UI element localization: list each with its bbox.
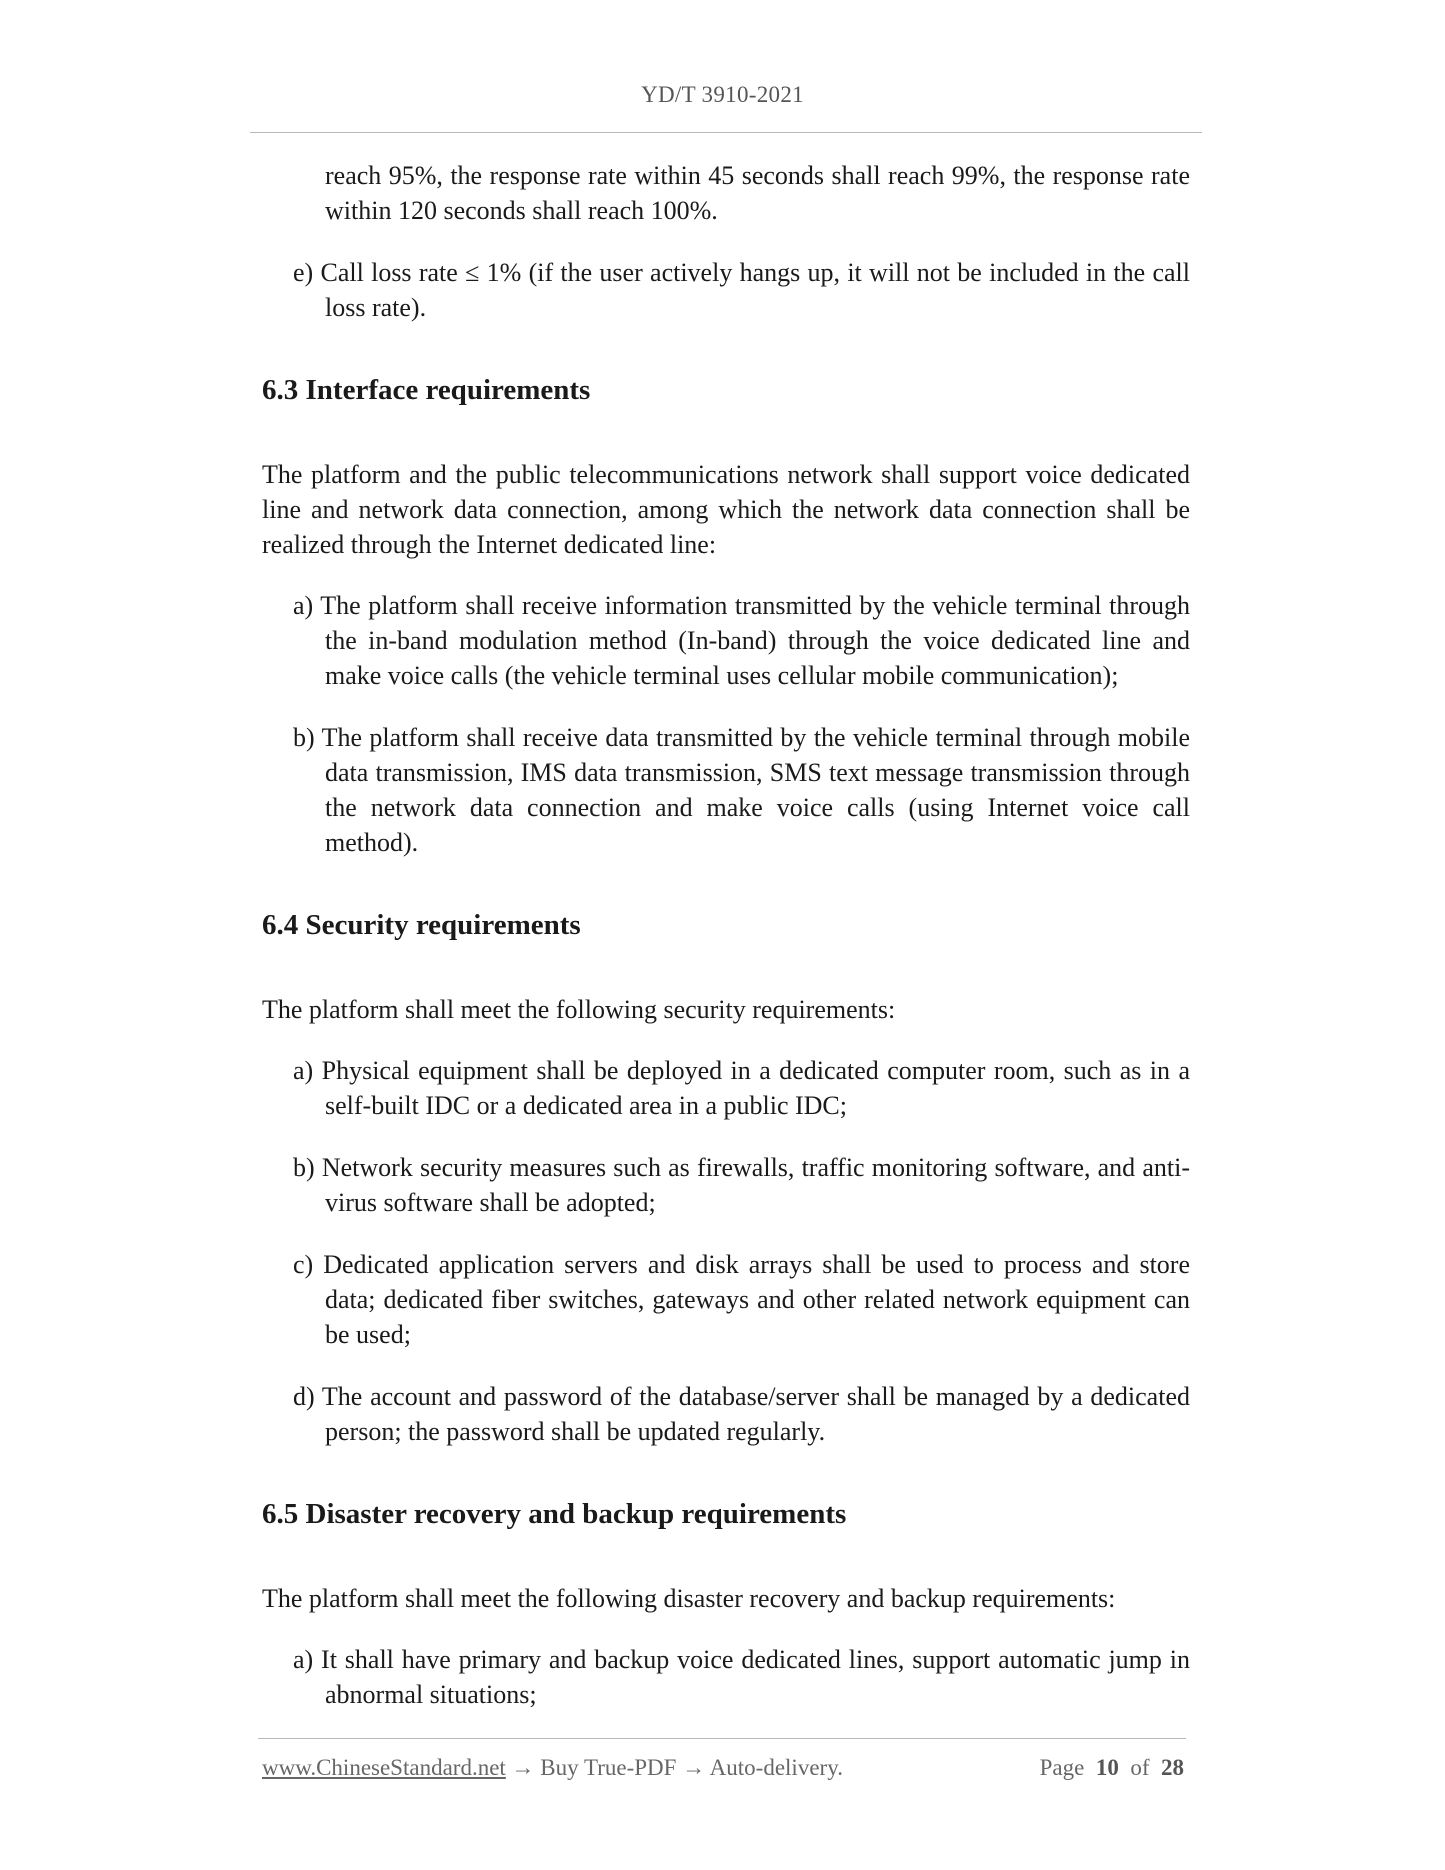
section-6-3-item-b: b) The platform shall receive data transmitted by the vehicle terminal through mobile data transmission, IMS data transmission, SMS text message transmission through the network data connection and make voice calls (using Internet voice call method).: [293, 723, 1190, 857]
page-current: 10: [1095, 1755, 1119, 1780]
buy-true-pdf-text: Buy True-PDF: [540, 1755, 677, 1780]
section-heading-6-4: 6.4 Security requirements: [262, 909, 581, 941]
section-6-4-item-b: b) Network security measures such as firewalls, traffic monitoring software, and anti-virus software shall be adopted;: [293, 1153, 1190, 1217]
header-divider: [250, 132, 1202, 133]
document-code-header: YD/T 3910-2021: [641, 82, 804, 107]
section-6-3-item-a: a) The platform shall receive information transmitted by the vehicle terminal through the in-band modulation method (In-band) through the voice dedicated line and make voice calls (the vehicle terminal uses cellular mobile communication);: [293, 591, 1190, 690]
auto-delivery-text: Auto-delivery.: [709, 1755, 843, 1780]
section-6-4-item-d: d) The account and password of the database/server shall be managed by a dedicated person; the password shall be updated regularly.: [293, 1382, 1190, 1446]
section-heading-6-3: 6.3 Interface requirements: [262, 374, 591, 406]
section-6-5-item-a: a) It shall have primary and backup voice dedicated lines, support automatic jump in abnormal situations;: [293, 1645, 1190, 1709]
page-label: Page: [1039, 1755, 1085, 1780]
page-total: 28: [1161, 1755, 1184, 1780]
section-6-4-intro: The platform shall meet the following security requirements:: [262, 995, 896, 1024]
section-6-4-item-c: c) Dedicated application servers and disk arrays shall be used to process and store data; dedicated fiber switches, gateways and other related network equipment can be used;: [293, 1250, 1190, 1349]
page-indicator: [1040, 1755, 1184, 1781]
footer-divider: [258, 1738, 1186, 1739]
section-6-3-intro: The platform and the public telecommunications network shall support voice dedicated line and network data connection, among which the network data connection shall be realized through the Internet dedicated line:: [262, 460, 1190, 559]
section-heading-6-5: 6.5 Disaster recovery and backup requirements: [262, 1498, 847, 1530]
section-6-4-item-a: a) Physical equipment shall be deployed in a dedicated computer room, such as in a self-built IDC or a dedicated area in a public IDC;: [293, 1056, 1190, 1120]
section-6-5-intro: The platform shall meet the following disaster recovery and backup requirements:: [262, 1584, 1116, 1613]
arrow-right-icon: →: [511, 1755, 535, 1780]
footer-promo: [262, 1755, 843, 1781]
arrow-right-icon: →: [682, 1755, 706, 1780]
page-of-label: of: [1130, 1755, 1150, 1780]
list-item-e: e) Call loss rate ≤ 1% (if the user actively hangs up, it will not be included in the call loss rate).: [293, 258, 1190, 322]
continued-paragraph: reach 95%, the response rate within 45 seconds shall reach 99%, the response rate within 120 seconds shall reach 100%.: [325, 161, 1190, 225]
site-link[interactable]: www.ChineseStandard.net: [262, 1755, 506, 1780]
page-content: [262, 158, 1190, 1739]
